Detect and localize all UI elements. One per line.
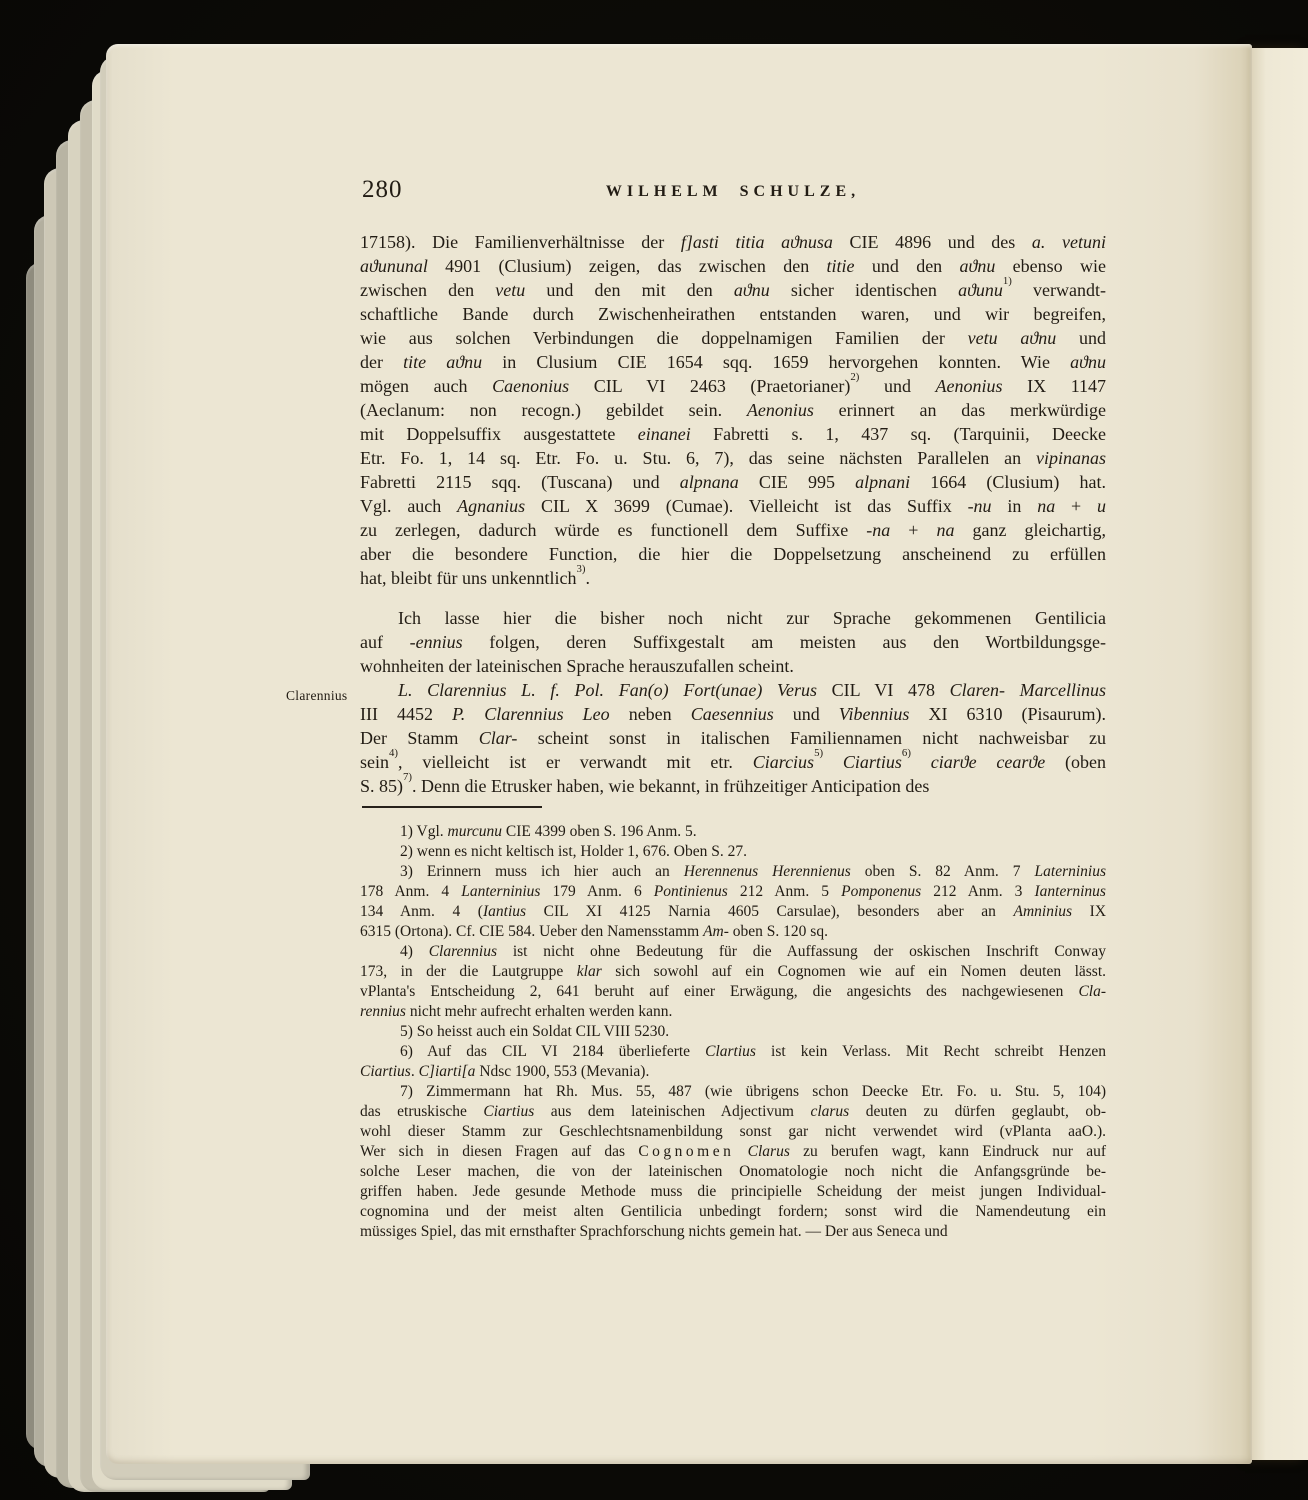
text-run: wohl dieser Stamm zur Geschlechtsnamenbildung sonst gar nicht verwendet wird (vPlanta aaO.). (360, 1123, 1106, 1140)
text-line (360, 882, 1106, 902)
text-run: aϑnu (733, 280, 770, 300)
text-line (360, 862, 1106, 882)
text-run: aϑnu (1070, 352, 1107, 372)
text-run: und (1056, 328, 1107, 348)
paragraph (360, 678, 1106, 798)
text-run: na (1037, 496, 1056, 516)
text-run: CIE 4399 oben S. 196 Anm. 5. (502, 823, 697, 840)
footnote (360, 822, 1106, 842)
text-run: Herennenus Herennienus (683, 863, 851, 880)
text-line (360, 446, 1106, 470)
text-run: zu zerlegen, dadurch würde es functionell dem Suffixe (360, 520, 867, 540)
text-run: ist nicht ohne Bedeutung für die Auffassung der oskischen Inschrift Conway (497, 943, 1106, 960)
text-run: Iantius (482, 903, 527, 920)
text-line (360, 542, 1106, 566)
text-run: sicher identischen (769, 280, 959, 300)
text-run: 1) Vgl. (400, 823, 448, 840)
footnote (360, 1082, 1106, 1242)
text-run: murcunu (447, 823, 503, 840)
text-run: wie aus solchen Verbindungen die doppelnamigen Familien der (360, 328, 968, 348)
text-run: 6) Auf das CIL VI 2184 überlieferte (400, 1043, 706, 1060)
text-line (360, 1162, 1106, 1182)
text-run: müssiges Spiel, das mit ernsthafter Sprachforschung nichts gemein hat. — Der aus Seneca und (360, 1223, 948, 1240)
text-run: Ciartius (483, 1103, 535, 1120)
footnote (360, 942, 1106, 1022)
text-run: -nu (967, 496, 992, 516)
footnote (360, 842, 1106, 862)
text-line (360, 922, 1106, 942)
text-run: Amninius (1013, 903, 1073, 920)
text-run: IX 1147 (1002, 376, 1107, 396)
text-run: scheint sonst in italischen Familiennamen nicht nachweisbar zu (517, 728, 1106, 748)
text-run: vetu aϑnu (967, 328, 1057, 348)
text-run: das etruskische (360, 1103, 484, 1120)
next-page-edge (1252, 48, 1308, 1460)
footnote-ref: 2) (850, 370, 860, 383)
text-run: 2) wenn es nicht keltisch ist, Holder 1, 676. Oben S. 27. (400, 843, 747, 860)
text-line (360, 1222, 1106, 1242)
text-run (823, 752, 843, 772)
text-run: auf (360, 632, 410, 652)
text-run: CIL X 3699 (Cumae). Vielleicht ist das Suffix (525, 496, 968, 516)
text-line (360, 1182, 1106, 1202)
text-run: alpnani (855, 472, 911, 492)
text-run: + (1055, 496, 1097, 516)
text-line (360, 1142, 1106, 1162)
text-run: CIE 995 (738, 472, 856, 492)
text-run: aber die besondere Function, die hier die Doppelsetzung anscheinend zu erfüllen (360, 544, 1106, 564)
text-run: vipinanas (1036, 448, 1106, 468)
text-run: Vibennius (838, 704, 910, 724)
book-page (106, 44, 1252, 1464)
text-run: . Denn die Etrusker haben, wie bekannt, in frühzeitiger Anticipation des (412, 776, 930, 796)
text-run: aϑnu (959, 256, 996, 276)
text-line (360, 1062, 1106, 1082)
text-run: erinnert an das merkwürdige (813, 400, 1106, 420)
text-line (360, 902, 1106, 922)
text-run: 3) Erinnern muss ich hier auch an (400, 863, 684, 880)
text-line (360, 678, 1106, 702)
text-run: CIE 4896 und des (832, 232, 1032, 252)
text-run: 173, in der die Lautgruppe (360, 963, 577, 980)
text-line (360, 1022, 1106, 1042)
text-run: 7) Zimmermann hat Rh. Mus. 55, 487 (wie übrigens schon Deecke Etr. Fo. u. Stu. 5, 104) (400, 1083, 1106, 1100)
text-line (360, 494, 1106, 518)
text-run: XI 6310 (Pisaurum). (909, 704, 1107, 724)
text-line (360, 326, 1106, 350)
text-line (360, 1042, 1106, 1062)
text-line (360, 230, 1106, 254)
text-run: sein (360, 752, 389, 772)
text-run: Laterninius (1034, 863, 1106, 880)
text-run: Cla- (1078, 983, 1106, 1000)
text-run: (Aeclanum: non recogn.) gebildet sein. (360, 400, 747, 420)
text-run: aϑunu (958, 280, 1003, 300)
text-run: zu berufen wagt, kann Eindruck nur auf (789, 1143, 1107, 1160)
text-run: und (859, 376, 936, 396)
text-run: griffen haben. Jede gesunde Methode muss die principielle Scheidung der meist jungen Individual- (360, 1183, 1106, 1200)
text-run: Vgl. auch (360, 496, 458, 516)
text-run: Cognomen (638, 1143, 735, 1160)
text-run: L. Clarennius L. f. Pol. Fan(o) Fort(unae) Verus (398, 680, 817, 700)
text-run: sich sowohl auf ein Cognomen wie auf ein Nomen deuten lässt. (601, 963, 1106, 980)
text-run: Aenonius (935, 376, 1003, 396)
text-run: nicht mehr aufrecht erhalten werden kann. (405, 1003, 673, 1020)
text-run: Wer sich in diesen Fragen auf das (360, 1143, 639, 1160)
text-run: III 4452 (360, 704, 453, 724)
text-run: Ciarcius (752, 752, 815, 772)
text-run: und (773, 704, 839, 724)
footnote-ref: 6) (901, 746, 911, 759)
text-run: P. Clarennius Leo (452, 704, 610, 724)
text-run: tite aϑnu (403, 352, 483, 372)
text-run: vetu (495, 280, 526, 300)
text-line (360, 422, 1106, 446)
text-run: wohnheiten der lateinischen Sprache herauszufallen scheint. (360, 656, 794, 676)
text-run: hat, bleibt für uns unkenntlich (360, 568, 577, 588)
text-line (360, 942, 1106, 962)
text-run: rennius (360, 1003, 406, 1020)
text-run: C]iarti[a (418, 1063, 476, 1080)
page-number: 280 (362, 176, 403, 203)
text-run: Caenonius (492, 376, 570, 396)
text-run: Caesennius (690, 704, 774, 724)
text-run: 178 Anm. 4 (360, 883, 462, 900)
text-run: Agnanius (457, 496, 526, 516)
text-run: u (1097, 496, 1106, 516)
text-line (360, 962, 1106, 982)
text-line (360, 1202, 1106, 1222)
text-line (360, 702, 1106, 726)
text-run: . (410, 1063, 419, 1080)
footnote-rule (362, 806, 542, 808)
text-run: 179 Anm. 6 (540, 883, 654, 900)
text-line (360, 746, 1107, 774)
text-line (360, 302, 1106, 326)
text-run: Ich lasse hier die bisher noch nicht zur Sprache gekommenen Gentilicia (398, 608, 1106, 628)
text-run: Aenonius (746, 400, 814, 420)
text-run: in Clusium CIE 1654 sqq. 1659 hervorgehen konnten. Wie (482, 352, 1071, 372)
text-run: Ianterninus (1034, 883, 1106, 900)
paragraph (360, 230, 1106, 590)
text-run: S. 85) (360, 776, 404, 796)
text-run: (oben (1045, 752, 1107, 772)
text-run: klar (576, 963, 602, 980)
text-line (360, 822, 1106, 842)
text-run: 134 Anm. 4 ( (360, 903, 483, 920)
footnote-ref: 3) (576, 562, 586, 575)
text-line (360, 398, 1106, 422)
text-run: aϑununal (360, 256, 428, 276)
text-run: folgen, deren Suffixgestalt am meisten aus den Wortbildungsge- (462, 632, 1106, 652)
footnote-ref: 7) (403, 770, 413, 783)
text-run: mögen auch (360, 376, 493, 396)
text-run: -na (866, 520, 891, 540)
footnote-ref: 5) (814, 746, 824, 759)
text-run: 5) So heisst auch ein Soldat CIL VIII 5230. (400, 1023, 670, 1040)
text-run: der (360, 352, 404, 372)
text-run: 4) (400, 943, 429, 960)
text-line (360, 1102, 1106, 1122)
text-run: titie (826, 256, 855, 276)
text-line (360, 726, 1106, 750)
text-line (360, 630, 1106, 654)
text-run: CIL XI 4125 Narnia 4605 Carsulae), besonders aber an (526, 903, 1014, 920)
text-run: 212 Anm. 5 (727, 883, 842, 900)
running-header: WILHELM SCHULZE, (605, 183, 861, 200)
text-run: na (936, 520, 955, 540)
text-run: CIL VI 2463 (Praetorianer) (569, 376, 851, 396)
text-line (360, 518, 1106, 542)
text-run (911, 752, 931, 772)
text-run: Clarennius (428, 943, 498, 960)
text-line (360, 470, 1106, 494)
text-run: 1664 (Clusium) hat. (910, 472, 1106, 492)
text-run: schaftliche Bande durch Zwischenheirathen entstanden waren, und wir begreifen, (360, 304, 1106, 324)
text-run: und den (854, 256, 960, 276)
text-line (360, 562, 1106, 590)
text-run: Etr. Fo. 1, 14 sq. Etr. Fo. u. Stu. 6, 7), das seine nächsten Parallelen an (360, 448, 1036, 468)
text-run: alpnana (679, 472, 739, 492)
text-line (360, 370, 1107, 398)
text-run: -ennius (409, 632, 463, 652)
text-run: Fabretti 2115 sqq. (Tuscana) und (360, 472, 680, 492)
text-run: 212 Anm. 3 (921, 883, 1035, 900)
text-run: in (991, 496, 1038, 516)
text-run: einanei (637, 424, 691, 444)
text-run: zwischen den (360, 280, 496, 300)
text-run: oben S. 82 Anm. 7 (850, 863, 1035, 880)
text-run: ist kein Verlass. Mit Recht schreibt Henzen (755, 1043, 1106, 1060)
page-header (360, 176, 1106, 208)
text-run: Der Stamm (360, 728, 479, 748)
text-run: . (585, 568, 590, 588)
text-run: 6315 (Ortona). Cf. CIE 584. Ueber den Namensstamm (360, 923, 704, 940)
text-run: 4901 (Clusium) zeigen, das zwischen den (427, 256, 827, 276)
text-line (360, 606, 1106, 630)
text-run: Am- (703, 923, 729, 940)
text-line (360, 254, 1106, 278)
footnotes (360, 822, 1106, 1242)
text-run: Ciartius (360, 1063, 411, 1080)
text-run: vPlanta's Entscheidung 2, 641 beruht auf einer Erwägung, die angesichts des nachgewiesenen (360, 983, 1079, 1000)
text-line (360, 654, 1106, 678)
text-run: deuten zu dürfen geglaubt, ob- (849, 1103, 1107, 1120)
text-line (360, 1082, 1106, 1102)
footnote (360, 1042, 1106, 1082)
text-run: + (890, 520, 937, 540)
text-run: Ciartius (842, 752, 902, 772)
text-run: a. vetuni (1031, 232, 1106, 252)
text-run: cognomina und der meist alten Gentilicia unbedingt fordern; sonst wird die Namendeutung ein (360, 1203, 1106, 1220)
text-run: 17158). Die Familienverhältnisse der (360, 232, 681, 252)
body-text (360, 230, 1106, 798)
text-run: mit Doppelsuffix ausgestattete (360, 424, 638, 444)
text-column (286, 176, 1107, 1242)
text-line (360, 274, 1107, 302)
text-run: CIL VI 478 (817, 680, 950, 700)
footnote (360, 1022, 1106, 1042)
text-line (360, 1122, 1106, 1142)
text-run: Lanterninius (461, 883, 541, 900)
footnote-ref: 4) (389, 746, 398, 759)
text-run: , vielleicht ist er verwandt mit etr. (398, 752, 753, 772)
footnote-ref: 1) (1002, 274, 1012, 287)
text-line (360, 842, 1106, 862)
text-run: Clar- (478, 728, 518, 748)
text-run: solche Leser machen, die von der lateinischen Onomatologie noch nicht die Anfangsgründe be- (360, 1163, 1106, 1180)
text-line (360, 982, 1106, 1002)
text-line (360, 350, 1106, 374)
text-run: ciarϑe cearϑe (930, 752, 1046, 772)
margin-note: Clarennius (286, 688, 348, 703)
paragraph (360, 606, 1106, 678)
text-run: verwandt- (1011, 280, 1107, 300)
text-line (360, 1002, 1106, 1022)
text-run: Fabretti s. 1, 437 sq. (Tarquinii, Deecke (690, 424, 1107, 444)
text-line (360, 770, 1106, 798)
text-run: Clartius (705, 1043, 756, 1060)
text-run: f]asti titia aϑnusa (680, 232, 833, 252)
text-run: clarus (810, 1103, 850, 1120)
text-run: aus dem lateinischen Adjectivum (534, 1103, 811, 1120)
text-run: ebenso wie (995, 256, 1106, 276)
text-run: Pontinienus (653, 883, 728, 900)
text-run (734, 1143, 747, 1160)
footnote (360, 862, 1106, 942)
text-run: Ndsc 1900, 553 (Mevania). (475, 1063, 650, 1080)
text-run: IX (1072, 903, 1107, 920)
text-run: oben S. 120 sq. (728, 923, 828, 940)
text-run: Claren- Marcellinus (949, 680, 1106, 700)
text-run: neben (609, 704, 691, 724)
text-run: und den mit den (525, 280, 734, 300)
text-run: Pomponenus (841, 883, 922, 900)
text-run: Clarus (747, 1143, 790, 1160)
text-run: ganz gleichartig, (954, 520, 1106, 540)
